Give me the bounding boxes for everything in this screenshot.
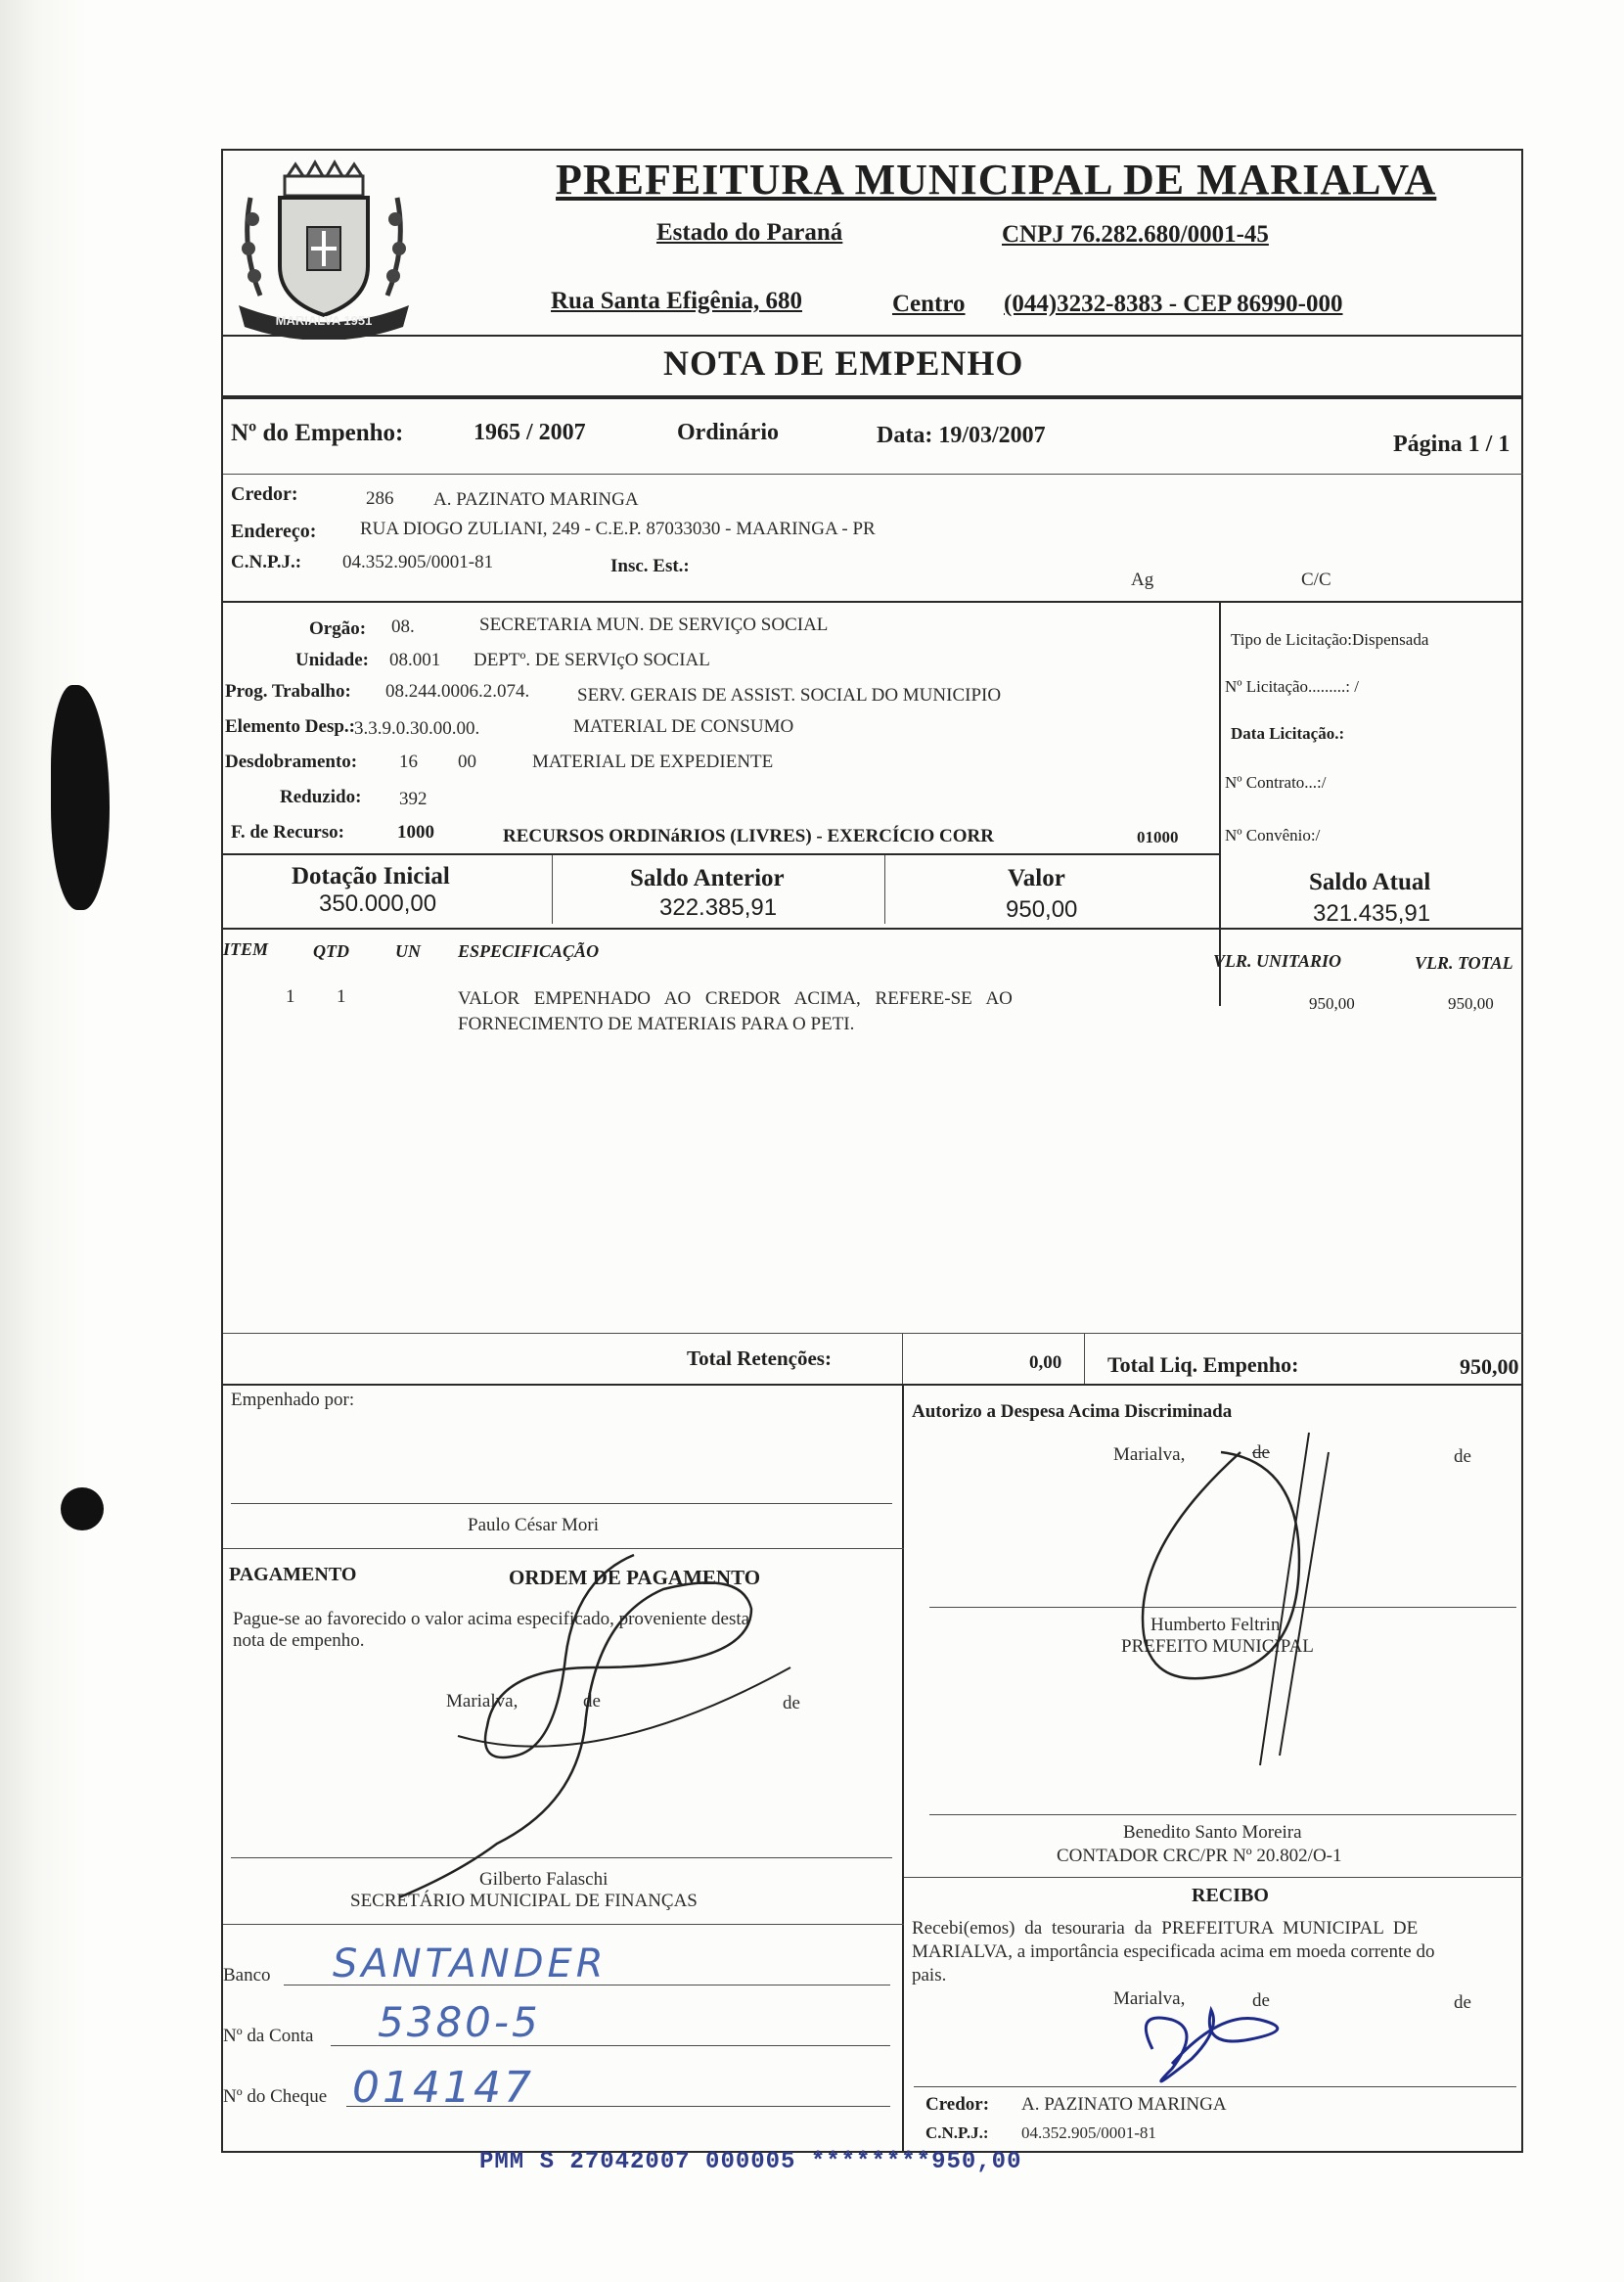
prog-trabalho-name: SERV. GERAIS DE ASSIST. SOCIAL DO MUNICIPIO: [577, 685, 1002, 706]
numero-convenio: Nº Convênio:/: [1225, 826, 1321, 844]
pagamento-de-2: de: [783, 1693, 800, 1713]
numero-contrato: Nº Contrato...:/: [1225, 773, 1327, 792]
recibo-marialva: Marialva,: [1113, 1988, 1186, 2009]
recibo-credor-label: Credor:: [925, 2094, 990, 2115]
saldo-anterior-label: Saldo Anterior: [630, 865, 785, 891]
pagamento-de-1: de: [583, 1691, 601, 1712]
item-spec-line1: VALOR EMPENHADO AO CREDOR ACIMA, REFERE-SE AO: [458, 988, 1013, 1009]
address-district: Centro: [892, 291, 966, 317]
items-header-spec: ESPECIFICAÇÃO: [458, 941, 600, 961]
punch-hole: [61, 1487, 104, 1530]
address-phone-cep: (044)3232-8383 - CEP 86990-000: [1004, 291, 1343, 317]
bank-authentication-stamp: PMM S 27042007 000005 ********950,00: [479, 2149, 1022, 2175]
municipality-title: PREFEITURA MUNICIPAL DE MARIALVA: [556, 156, 1437, 204]
credor-cnpj-label: C.N.P.J.:: [231, 552, 302, 572]
desdobramento-name: MATERIAL DE EXPEDIENTE: [532, 752, 774, 772]
recibo-de-1: de: [1252, 1990, 1270, 2011]
municipal-crest-icon: [231, 159, 417, 340]
ordem-pagamento-label: ORDEM DE PAGAMENTO: [509, 1566, 761, 1589]
prog-trabalho-code: 08.244.0006.2.074.: [385, 681, 530, 702]
signature-prefeito-icon: [1104, 1423, 1397, 1775]
saldo-anterior-value: 322.385,91: [659, 894, 778, 921]
recibo-de-2: de: [1454, 1992, 1471, 2013]
pagamento-text-line1: Pague-se ao favorecido o valor acima especificado, proveniente desta: [233, 1609, 750, 1629]
credor-address: RUA DIOGO ZULIANI, 249 - C.E.P. 87033030 - MAARINGA - PR: [360, 519, 876, 539]
data-licitacao: Data Licitação.:: [1231, 724, 1345, 743]
dotacao-inicial-label: Dotação Inicial: [292, 863, 450, 890]
empenhado-por-name: Paulo César Mori: [468, 1515, 600, 1535]
elemento-label: Elemento Desp.:: [225, 716, 355, 737]
empenho-date: Data: 19/03/2007: [877, 423, 1046, 448]
credor-code: 286: [366, 488, 394, 509]
items-header-item: ITEM: [223, 939, 269, 959]
autorizo-marialva: Marialva,: [1113, 1444, 1186, 1465]
address-street: Rua Santa Efigênia, 680: [551, 288, 802, 314]
endereco-label: Endereço:: [231, 521, 317, 542]
conta-value: 5380-5: [378, 1998, 541, 2046]
cheque-value: 014147: [352, 2063, 534, 2113]
document-title: NOTA DE EMPENHO: [663, 343, 1024, 383]
credor-label: Credor:: [231, 483, 298, 505]
credor-name: A. PAZINATO MARINGA: [433, 489, 639, 510]
desdobramento-label: Desdobramento:: [225, 752, 358, 772]
item-spec-line2: FORNECIMENTO DE MATERIAIS PARA O PETI.: [458, 1014, 855, 1034]
total-retencoes-label: Total Retenções:: [687, 1346, 832, 1370]
recurso-label: F. de Recurso:: [231, 822, 344, 843]
contador-title: CONTADOR CRC/PR Nº 20.802/O-1: [1057, 1846, 1342, 1866]
orgao-label: Orgão:: [309, 618, 367, 639]
crest-ribbon-text: MARIALVA 1951: [275, 313, 373, 328]
saldo-atual-value: 321.435,91: [1313, 900, 1431, 927]
prog-trabalho-label: Prog. Trabalho:: [225, 681, 351, 702]
state-name: Estado do Paraná: [656, 219, 843, 246]
empenho-number: 1965 / 2007: [474, 420, 586, 445]
recurso-name: RECURSOS ORDINáRIOS (LIVRES) - EXERCÍCIO CORR: [503, 826, 994, 846]
recurso-number: 01000: [1137, 828, 1179, 846]
saldo-atual-label: Saldo Atual: [1309, 869, 1431, 895]
account-label: C/C: [1301, 570, 1331, 590]
orgao-name: SECRETARIA MUN. DE SERVIÇO SOCIAL: [479, 615, 829, 635]
items-header-unit-value: VLR. UNITARIO: [1213, 951, 1342, 971]
recibo-text-line3: pais.: [912, 1965, 947, 1985]
item-quantity: 1: [337, 986, 346, 1007]
recibo-text-line2: MARIALVA, a importância especificada acima em moeda corrente do: [912, 1941, 1435, 1962]
empenho-type: Ordinário: [677, 420, 780, 445]
agency-label: Ag: [1131, 570, 1154, 590]
tipo-licitacao: Tipo de Licitação:Dispensada: [1231, 630, 1429, 649]
item-total-value: 950,00: [1448, 994, 1494, 1013]
banco-value: SANTANDER: [333, 1941, 608, 1986]
numero-licitacao: Nº Licitação.........: /: [1225, 677, 1359, 696]
unidade-code: 08.001: [389, 650, 441, 670]
empenhado-por-label: Empenhado por:: [231, 1390, 355, 1410]
secretario-title: SECRETÁRIO MUNICIPAL DE FINANÇAS: [350, 1891, 698, 1911]
credor-cnpj: 04.352.905/0001-81: [342, 552, 494, 572]
unidade-label: Unidade:: [295, 650, 369, 670]
total-retencoes-value: 0,00: [1029, 1352, 1062, 1373]
recibo-credor-value: A. PAZINATO MARINGA: [1021, 2094, 1227, 2115]
valor-value: 950,00: [1006, 896, 1078, 923]
recibo-cnpj-label: C.N.P.J.:: [925, 2123, 989, 2142]
orgao-code: 08.: [391, 616, 415, 637]
autorizo-de: de: [1454, 1446, 1471, 1467]
reduzido-value: 392: [399, 789, 428, 809]
recibo-text-line1: Recebi(emos) da tesouraria da PREFEITURA MUNICIPAL DE: [912, 1918, 1419, 1939]
municipality-cnpj: CNPJ 76.282.680/0001-45: [1002, 221, 1269, 248]
recurso-code: 1000: [397, 822, 434, 843]
reduzido-label: Reduzido:: [280, 787, 362, 807]
pagamento-label: PAGAMENTO: [229, 1564, 357, 1585]
total-liq-value: 950,00: [1460, 1354, 1519, 1379]
total-liq-label: Total Liq. Empenho:: [1107, 1352, 1299, 1377]
pagamento-marialva: Marialva,: [446, 1691, 519, 1712]
secretario-name: Gilberto Falaschi: [479, 1869, 609, 1890]
item-unit-value: 950,00: [1309, 994, 1355, 1013]
elemento-code: 3.3.9.0.30.00.00.: [354, 718, 480, 739]
items-header-total-value: VLR. TOTAL: [1415, 953, 1513, 973]
desdobramento-code-b: 00: [458, 752, 476, 772]
contador-name: Benedito Santo Moreira: [1123, 1822, 1302, 1843]
item-number: 1: [286, 986, 295, 1007]
page-number: Página 1 / 1: [1393, 432, 1511, 457]
dotacao-inicial-value: 350.000,00: [319, 890, 437, 917]
unidade-name: DEPTº. DE SERVIçO SOCIAL: [474, 650, 710, 670]
elemento-name: MATERIAL DE CONSUMO: [573, 716, 794, 737]
desdobramento-code-a: 16: [399, 752, 418, 772]
prefeito-name: Humberto Feltrin: [1150, 1615, 1281, 1635]
items-header-qtd: QTD: [313, 941, 349, 961]
conta-label: Nº da Conta: [223, 2026, 314, 2046]
nota-de-empenho-form: [221, 149, 1523, 2153]
autorizo-text: Autorizo a Despesa Acima Discriminada: [912, 1401, 1233, 1422]
empenho-number-label: Nº do Empenho:: [231, 420, 404, 446]
insc-est-label: Insc. Est.:: [610, 556, 690, 576]
pagamento-text-line2: nota de empenho.: [233, 1630, 365, 1651]
valor-label: Valor: [1008, 865, 1065, 891]
banco-label: Banco: [223, 1965, 271, 1985]
recibo-title: RECIBO: [1192, 1885, 1269, 1906]
autorizo-de-struck: de: [1252, 1442, 1270, 1463]
items-header-un: UN: [395, 941, 421, 961]
signature-recibo-icon: [1113, 1990, 1309, 2098]
cheque-label: Nº do Cheque: [223, 2086, 328, 2107]
prefeito-title: PREFEITO MUNICIPAL: [1121, 1636, 1314, 1657]
signature-ordem-pagamento-icon: [340, 1550, 888, 1902]
recibo-cnpj-value: 04.352.905/0001-81: [1021, 2123, 1156, 2142]
